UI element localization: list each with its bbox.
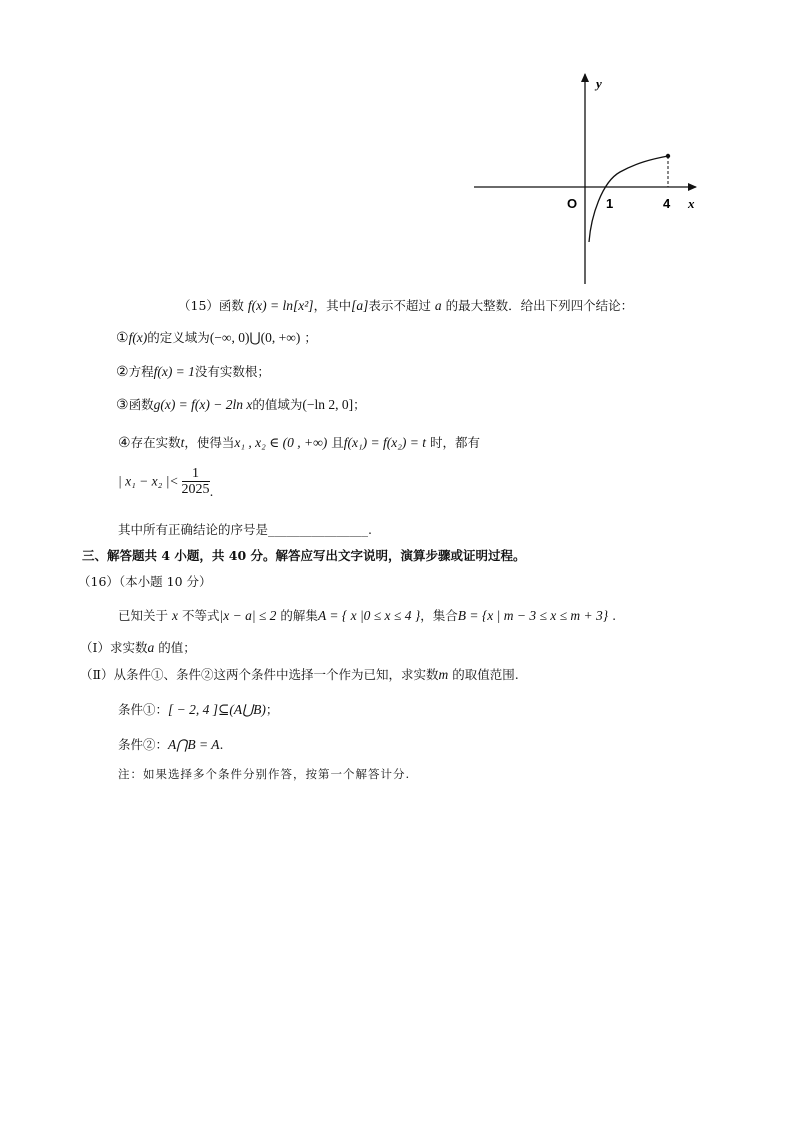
q16-header: （16）（本小题 10 分） xyxy=(78,574,212,589)
q16-stem: 已知关于 x 不等式|x − a| ≤ 2 的解集A = { x |0 ≤ x ≤ 4 }，集合B = {x | m − 3 ≤ x ≤ m + 3} . xyxy=(118,608,617,623)
y-axis-label: y xyxy=(596,76,602,91)
curve xyxy=(589,156,668,242)
condition-2: 条件②：A⋂B = A. xyxy=(118,737,224,752)
conclusion-2: ②方程f(x) = 1没有实数根； xyxy=(116,364,270,380)
conclusion-1: ①f(x)的定义域为(−∞, 0)⋃(0, +∞) ； xyxy=(116,330,317,346)
answer-blank[interactable]: ________________ xyxy=(268,522,369,537)
conclusion-4-inequality: | x₁ − x₂ |< $\frac{1}{2025}$ $_.$ xyxy=(118,466,214,499)
tick-label-4: 4 xyxy=(663,196,671,211)
condition-1: 条件①：[ − 2, 4 ]⊆(A⋃B)； xyxy=(118,702,279,717)
fraction: $\frac{1}{2025}$ xyxy=(181,466,210,497)
q16-part-2: （Ⅱ）从条件①、条件②这两个条件中选择一个作为已知，求实数m 的取值范围. xyxy=(80,667,519,682)
conclusion-4: ④存在实数t，使得当x₁ , x₂ ∈ (0 , +∞) 且f(x₁) = f(x₂) = t 时，都有 xyxy=(118,435,481,451)
function-graph xyxy=(470,68,706,288)
q15-stem: （15）函数 f(x) = ln[x²]，其中[a]表示不超过 a 的最大整数．给出下列四个结论： xyxy=(178,298,634,313)
section-3-title: 三、解答题共 4 小题，共 40 分。解答应写出文字说明，演算步骤或证明过程。 xyxy=(82,548,526,563)
function-definition: f(x) = ln[x²] xyxy=(247,298,314,313)
conclusion-3: ③函数g(x) = f(x) − 2ln x的值域为(−ln 2, 0]； xyxy=(116,397,366,413)
origin-label: O xyxy=(567,196,578,211)
q16-part-1: （Ⅰ）求实数a 的值； xyxy=(80,640,196,655)
tick-label-1: 1 xyxy=(606,196,614,211)
endpoint-dot xyxy=(666,154,670,158)
scoring-note: 注：如果选择多个条件分别作答，按第一个解答计分. xyxy=(118,767,411,781)
x-axis-label: x xyxy=(688,196,695,211)
q15-answer-line: 其中所有正确结论的序号是________________. xyxy=(118,522,372,537)
floor-notation: [a] xyxy=(351,298,369,313)
